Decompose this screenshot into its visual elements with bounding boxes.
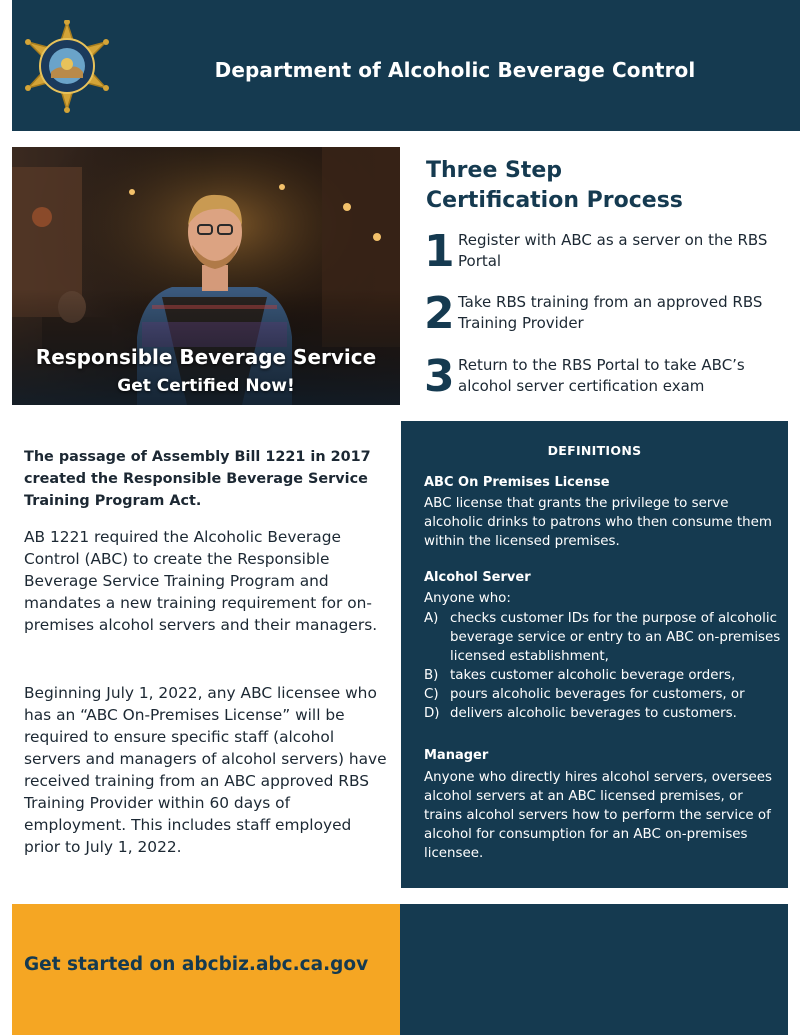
hero-subtitle: Get Certified Now! bbox=[117, 376, 295, 396]
list-item: C) pours alcoholic beverages for customers, or bbox=[424, 687, 745, 702]
step-item bbox=[424, 290, 794, 340]
steps-title-line1: Three Step bbox=[426, 158, 563, 183]
step-text: Take RBS training from an approved RBS Training Provider bbox=[458, 293, 763, 332]
footer-panel bbox=[400, 904, 788, 1035]
steps-title bbox=[426, 156, 786, 216]
intro-paragraph: The passage of Assembly Bill 1221 in 2017 created the Responsible Beverage Service Training Program Act. bbox=[24, 449, 371, 509]
body-paragraph-2: Beginning July 1, 2022, any ABC licensee who has an “ABC On-Premises License” will be required to ensure specific staff (alcohol servers and managers of alcohol servers) have received training from an ABC approved RBS Training Provider within 60 days of employment. This includes staff employed prior to July 1, 2022. bbox=[24, 684, 387, 856]
abc-seal-logo bbox=[20, 20, 114, 114]
definition-text-on-premises: ABC license that grants the privilege to serve alcoholic drinks to patrons who then consume them within the licensed premises. bbox=[424, 496, 772, 549]
definition-term-manager: Manager bbox=[424, 748, 489, 763]
definitions-panel bbox=[401, 421, 788, 888]
body-paragraph-1: AB 1221 required the Alcoholic Beverage Control (ABC) to create the Responsible Beverage Service Training Program and mandates a new training requirement for on-premises alcohol servers and their managers. bbox=[24, 528, 378, 634]
definition-server-intro: Anyone who: bbox=[424, 591, 511, 606]
list-item: A) checks customer IDs for the purpose of alcoholic beverage service or entry to an ABC on-premises licensed establishment, bbox=[424, 611, 781, 664]
step-item bbox=[424, 353, 794, 403]
step-number: 3 bbox=[424, 351, 455, 402]
definitions-title: DEFINITIONS bbox=[547, 443, 642, 458]
list-item: B) takes customer alcoholic beverage orders, bbox=[424, 668, 736, 683]
hero-title: Responsible Beverage Service bbox=[35, 345, 377, 369]
step-number: 1 bbox=[424, 226, 455, 277]
step-number: 2 bbox=[424, 288, 455, 339]
step-item bbox=[424, 228, 794, 278]
list-item: D) delivers alcoholic beverages to customers. bbox=[424, 706, 737, 721]
definition-term-on-premises: ABC On Premises License bbox=[424, 475, 610, 490]
steps-title-line2: Certification Process bbox=[426, 188, 683, 213]
cta-link[interactable]: Get started on abcbiz.abc.ca.gov bbox=[24, 954, 369, 975]
definition-term-server: Alcohol Server bbox=[424, 570, 531, 585]
step-text: Return to the RBS Portal to take ABC’s alcohol server certification exam bbox=[458, 356, 745, 395]
header-title: Department of Alcoholic Beverage Control bbox=[214, 58, 696, 82]
server-duties-list bbox=[424, 609, 784, 723]
definition-text-manager: Anyone who directly hires alcohol servers, oversees alcohol servers at an ABC licensed premises, or trains alcohol servers how to perform the service of alcohol for consumption for an ABC on-premises licensee. bbox=[424, 770, 773, 861]
step-text: Register with ABC as a server on the RBS Portal bbox=[458, 231, 768, 270]
